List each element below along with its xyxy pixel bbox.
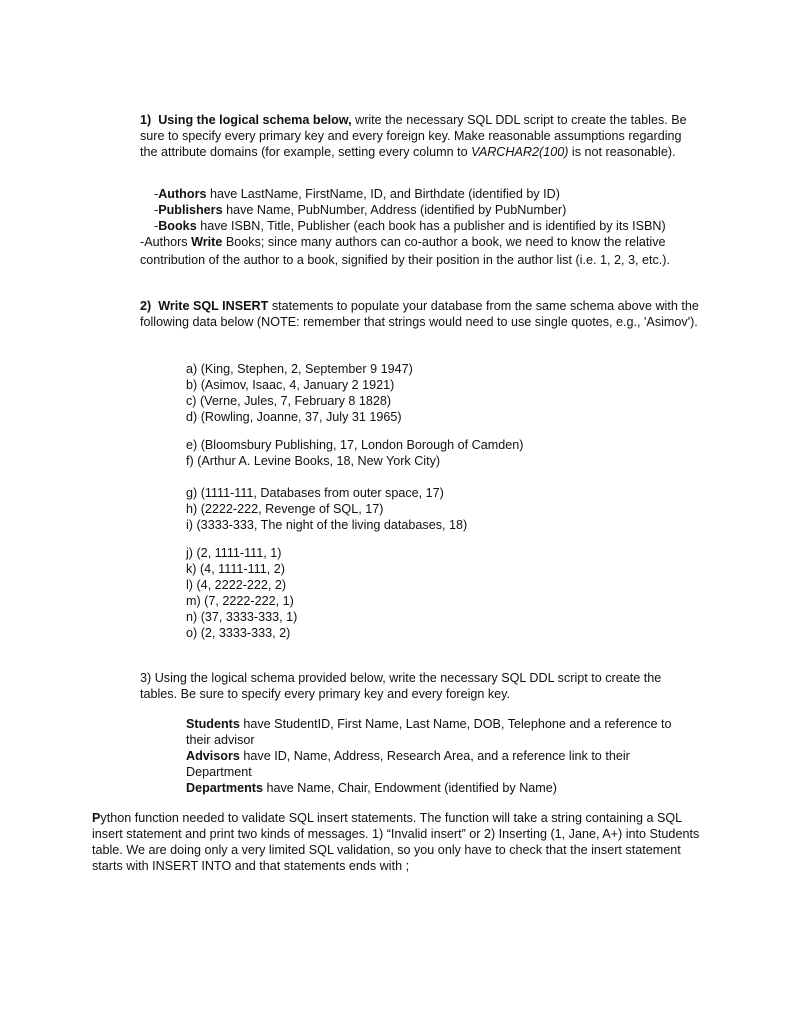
schema-advisors: Advisors have ID, Name, Address, Research Area, and a reference link to their Department [186, 749, 630, 779]
question-2-title: Write SQL INSERT [158, 299, 269, 313]
list-item: n) (37, 3333-333, 1) [186, 610, 298, 624]
question-3-text: 3) Using the logical schema provided below, write the necessary SQL DDL script to create the tables. Be sure to specify every primary key and every foreign key. [140, 671, 662, 701]
question-1-body-end: is not reasonable). [571, 145, 676, 159]
schema-students: Students have StudentID, First Name, Last Name, DOB, Telephone and a reference to their advisor [186, 717, 672, 747]
list-item: o) (2, 3333-333, 2) [186, 626, 291, 640]
question-3-intro [140, 670, 700, 702]
list-item: f) (Arthur A. Levine Books, 18, New York City) [186, 454, 441, 468]
schema-authors: -Authors have LastName, FirstName, ID, and Birthdate (identified by ID) [154, 187, 560, 201]
question-2-body: statements to populate your database from the same schema above with the following data below (NOTE: remember that strings would need to use single quotes, e.g., 'Asimov'). [140, 299, 699, 329]
list-item: j) (2, 1111-111, 1) [186, 546, 282, 560]
question-3-schema [186, 716, 696, 796]
publisher-rows [186, 437, 686, 469]
question-1-intro [140, 112, 700, 160]
book-rows [186, 485, 686, 533]
schema-publishers: -Publishers have Name, PubNumber, Address (identified by PubNumber) [154, 203, 567, 217]
list-item: b) (Asimov, Isaac, 4, January 2 1921) [186, 378, 395, 392]
schema-writes-relation-line2: contribution of the author to a book, signified by their position in the author list (i.e. 1, 2, 3, etc.). [140, 253, 670, 267]
schema-departments: Departments have Name, Chair, Endowment (identified by Name) [186, 781, 557, 795]
python-task [92, 810, 702, 874]
question-1-body: write the necessary SQL DDL script to create the tables. Be sure to specify every primary key and every foreign key. Make reasonable assumptions regarding the attribute domains (for example, setting every column to [140, 113, 687, 159]
question-1-varchar: VARCHAR2(100) [471, 145, 569, 159]
list-item: i) (3333-333, The night of the living databases, 18) [186, 518, 468, 532]
writes-rows [186, 545, 686, 641]
question-2-intro [140, 298, 700, 330]
list-item: e) (Bloomsbury Publishing, 17, London Borough of Camden) [186, 438, 524, 452]
list-item: h) (2222-222, Revenge of SQL, 17) [186, 502, 384, 516]
list-item: l) (4, 2222-222, 2) [186, 578, 287, 592]
question-1-schema [140, 186, 700, 268]
schema-writes-relation: -Authors Write Books; since many authors can co-author a book, we need to know the relative [140, 235, 666, 249]
list-item: k) (4, 1111-111, 2) [186, 562, 285, 576]
list-item: g) (1111-111, Databases from outer space, 17) [186, 486, 444, 500]
author-rows [186, 361, 686, 425]
python-task-body: ython function needed to validate SQL insert statements. The function will take a string containing a SQL insert statement and print two kinds of messages. 1) “Invalid insert” or 2) Inserting (1, Jane, A+) into Students table. We are doing only a very limited SQL validation, so you only have to check that the insert statement starts with INSERT INTO and that statements ends with ; [92, 811, 700, 873]
python-task-initial: P [92, 811, 101, 825]
list-item: a) (King, Stephen, 2, September 9 1947) [186, 362, 413, 376]
question-1-title: Using the logical schema below, [158, 113, 352, 127]
question-1-text [140, 112, 700, 160]
list-item: d) (Rowling, Joanne, 37, July 31 1965) [186, 410, 402, 424]
list-item: m) (7, 2222-222, 1) [186, 594, 294, 608]
schema-books: -Books have ISBN, Title, Publisher (each book has a publisher and is identified by its ISBN) [154, 219, 666, 233]
question-1-number: 1) [140, 113, 152, 127]
python-task-text [92, 810, 702, 874]
question-2-number: 2) [140, 299, 152, 313]
list-item: c) (Verne, Jules, 7, February 8 1828) [186, 394, 392, 408]
question-2-text [140, 298, 700, 330]
